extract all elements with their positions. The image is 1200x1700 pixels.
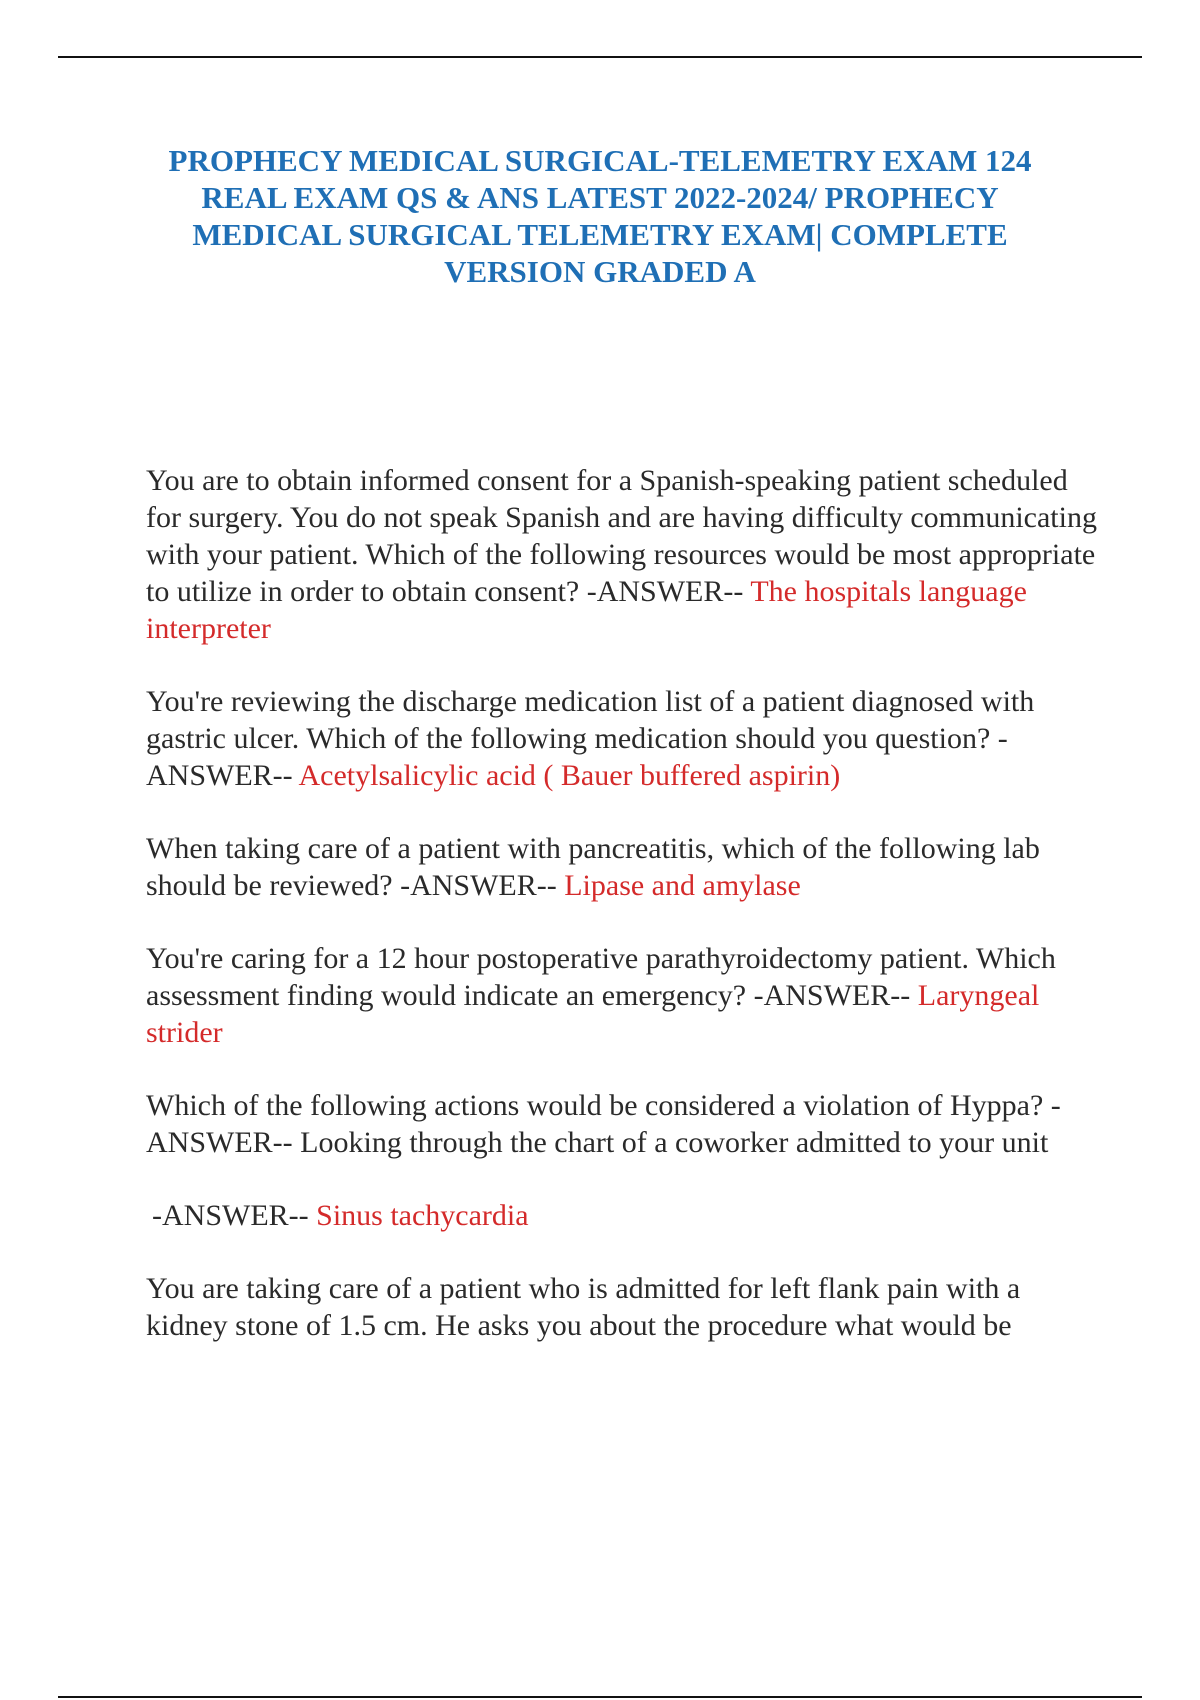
bottom-rule	[58, 1696, 1142, 1698]
answer-text: Laryngeal strider	[146, 979, 1040, 1049]
answer-marker: -ANSWER--	[586, 575, 744, 608]
question-text: You're reviewing the discharge medication list of a patient diagnosed with gastric ulcer. Which of the following medication should you question?	[146, 685, 1035, 755]
question-text: You are to obtain informed consent for a Spanish-speaking patient scheduled for surgery. You do not speak Spanish and are having difficulty communicating with your patient. Which of the following resources would be most appropriate to utilize in order to obtain consent?	[146, 464, 1097, 608]
answer-marker: -ANSWER--	[400, 869, 557, 902]
answer-marker: -ANSWER--	[753, 979, 911, 1012]
qa-item-5	[146, 1087, 1106, 1161]
top-rule	[58, 56, 1142, 58]
answer-marker: -ANSWER--	[152, 1199, 309, 1232]
answer-marker: -ANSWER--	[146, 722, 1008, 792]
qa-item-6	[146, 1197, 1106, 1234]
answer-text: The hospitals language interpreter	[146, 575, 1027, 645]
qa-item-7	[146, 1270, 1106, 1344]
question-text: When taking care of a patient with pancreatitis, which of the following lab should be reviewed?	[146, 832, 1040, 902]
question-text: You're caring for a 12 hour postoperative parathyroidectomy patient. Which assessment finding would indicate an emergency?	[146, 942, 1056, 1012]
answer-text: Lipase and amylase	[564, 869, 801, 902]
answer-text: Looking through the chart of a coworker admitted to your unit	[300, 1126, 1049, 1159]
document-title: PROPHECY MEDICAL SURGICAL-TELEMETRY EXAM 124 REAL EXAM QS & ANS LATEST 2022-2024/ PROPHECY MEDICAL SURGICAL TELEMETRY EXAM| COMPLETE VERSION GRADED A	[168, 143, 1032, 289]
qa-item-2	[146, 683, 1106, 794]
answer-text: Sinus tachycardia	[316, 1199, 529, 1232]
qa-item-3	[146, 830, 1106, 904]
qa-list	[146, 462, 1106, 1380]
question-text: You are taking care of a patient who is admitted for left flank pain with a kidney stone of 1.5 cm. He asks you about the procedure what would be	[146, 1272, 1021, 1342]
answer-text: Acetylsalicylic acid ( Bauer buffered aspirin)	[298, 759, 841, 792]
qa-item-4	[146, 940, 1106, 1051]
qa-item-1	[146, 462, 1106, 647]
question-text: Which of the following actions would be considered a violation of Hyppa?	[146, 1089, 1044, 1122]
answer-marker: -ANSWER--	[146, 1089, 1061, 1159]
